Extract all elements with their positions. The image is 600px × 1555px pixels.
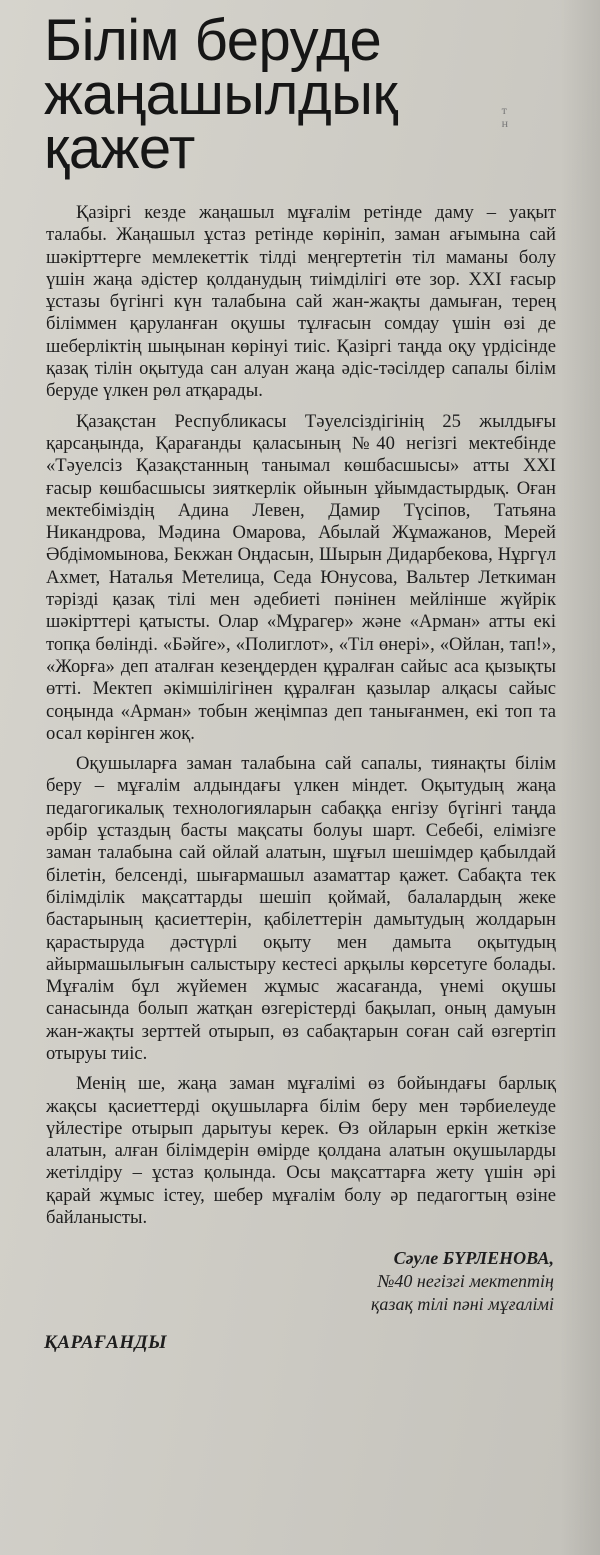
page-fold-shadow bbox=[560, 0, 600, 1555]
paragraph-3: Оқушыларға заман талабына сай сапалы, тиянақты білім беру – мұғалім алдындағы үлкен міндет. Оқытудың жаңа педагогикалық технологияларын сабаққа енгізу бүгінгі таңда әрбір ұстаздың басты мақсаты болуы шарт. Себебі, елімізге заман талабына сай ойлай алатын, шұғыл шешімдер қабылдай білетін, белсенді, шығармашыл азаматтар қажет. Сабақта тек білімділік мақсаттарды шешіп қоймай, балалардың жеке бастарының қасиеттерін, қабілеттерін дамытудың жолдарын қарастыруда дәстүрлі оқыту мен дамыта оқытудың айырмашылығын салыстыру кестесі арқылы көрсетуге болады. Мұғалім бұл жүйемен жұмыс жасағанда, үнемі оқушы санасында болып жатқан өзгерістерді бақылап, оның дамуын жан-жақты зерттей отырып, өз сабақтарын соған сай өзгертіп отыруы тиіс. bbox=[46, 753, 556, 1064]
adjacent-column-bleed bbox=[502, 104, 508, 130]
dateline-city: ҚАРАҒАНДЫ bbox=[44, 1332, 167, 1354]
paragraph-1: Қазіргі кезде жаңашыл мұғалім ретінде даму – уақыт талабы. Жаңашыл ұстаз ретінде көрініп, заман ағымына сай шәкірттерге мемлекеттік тілді меңгертетін тіл маманы болу үшін жаңа әдістер қолданудың тиімділігі өте зор. XXI ғасыр ұстазы бүгінгі күн талабына сай жан-жақты дамыған, терең біліммен қаруланған оқушы тұлғасын сомдау үшін өзі де шеберліктің шыңынан көрінуі тиіс. Қазіргі таңда оқу үрдісінде қазақ тілін оқытуда сан алуан жаңа әдіс-тәсілдер сапалы білім беруде үлкен рөл атқарады. bbox=[46, 202, 556, 402]
author-school: №40 негізгі мектептің bbox=[377, 1271, 554, 1292]
article-body bbox=[34, 202, 564, 1229]
paragraph-2: Қазақстан Республикасы Тәуелсіздігінің 25 жылдығы қарсаңында, Қарағанды қаласының №40 негізгі мектебінде «Тәуелсіз Қазақстанның танымал көшбасшысы» атты XXI ғасыр көшбасшысы зияткерлік ойынын ұйымдастырдық. Оған мектебіміздің Адина Левен, Дамир Түсіпов, Татьяна Никандрова, Мәдина Омарова, Абылай Жұмажанов, Мерей Әбдімомынова, Бекжан Оңдасын, Шырын Дидарбекова, Нұргүл Ахмет, Наталья Метелица, Седа Юнусова, Вальтер Леткиман тәрізді қазақ тілі мен әдебиеті пәнінен мейлінше жүйрік шәкірттері қатысты. Олар «Мұрагер» және «Арман» атты екі топқа бөлінді. «Бәйге», «Полиглот», «Тіл өнері», «Ойлан, тап!», «Жорға» деп аталған кезеңдерден құралған сайыс аса қызықты өтті. Мектеп әкімшілігінен құралған қазылар алқасы сайыс соңында «Арман» тобын жеңімпаз деп танығанмен, екі топ та осал көрінген жоқ. bbox=[46, 410, 556, 744]
article-headline bbox=[44, 8, 564, 181]
headline-line-1: Білім беруде bbox=[44, 8, 382, 73]
headline-line-3: қажет bbox=[44, 116, 195, 181]
bleed-char-2: н bbox=[501, 116, 508, 130]
author-name: Сәуле БҮРЛЕНОВА, bbox=[393, 1248, 554, 1269]
author-position: қазақ тілі пәні мұғалімі bbox=[371, 1294, 554, 1315]
bleed-char-1: т bbox=[501, 103, 507, 117]
paragraph-4: Менің ше, жаңа заман мұғалімі өз бойындағы барлық жақсы қасиеттерді оқушыларға білім беру мен тәрбиелеуде үйлестіре отырып дарытуы керек. Өз ойларын еркін жеткізе алатын, алған білімдерін өмірде қолдана алатын оқушыларды жетілдіру – ұстаз қолында. Осы мақсаттарға жету үшін әрі қарай жұмыс істеу, шебер мұғалім болу әр педагогтың өзіне байланысты. bbox=[46, 1073, 556, 1229]
headline-line-2: жаңашылдық bbox=[44, 62, 398, 127]
author-signature bbox=[34, 1247, 564, 1316]
